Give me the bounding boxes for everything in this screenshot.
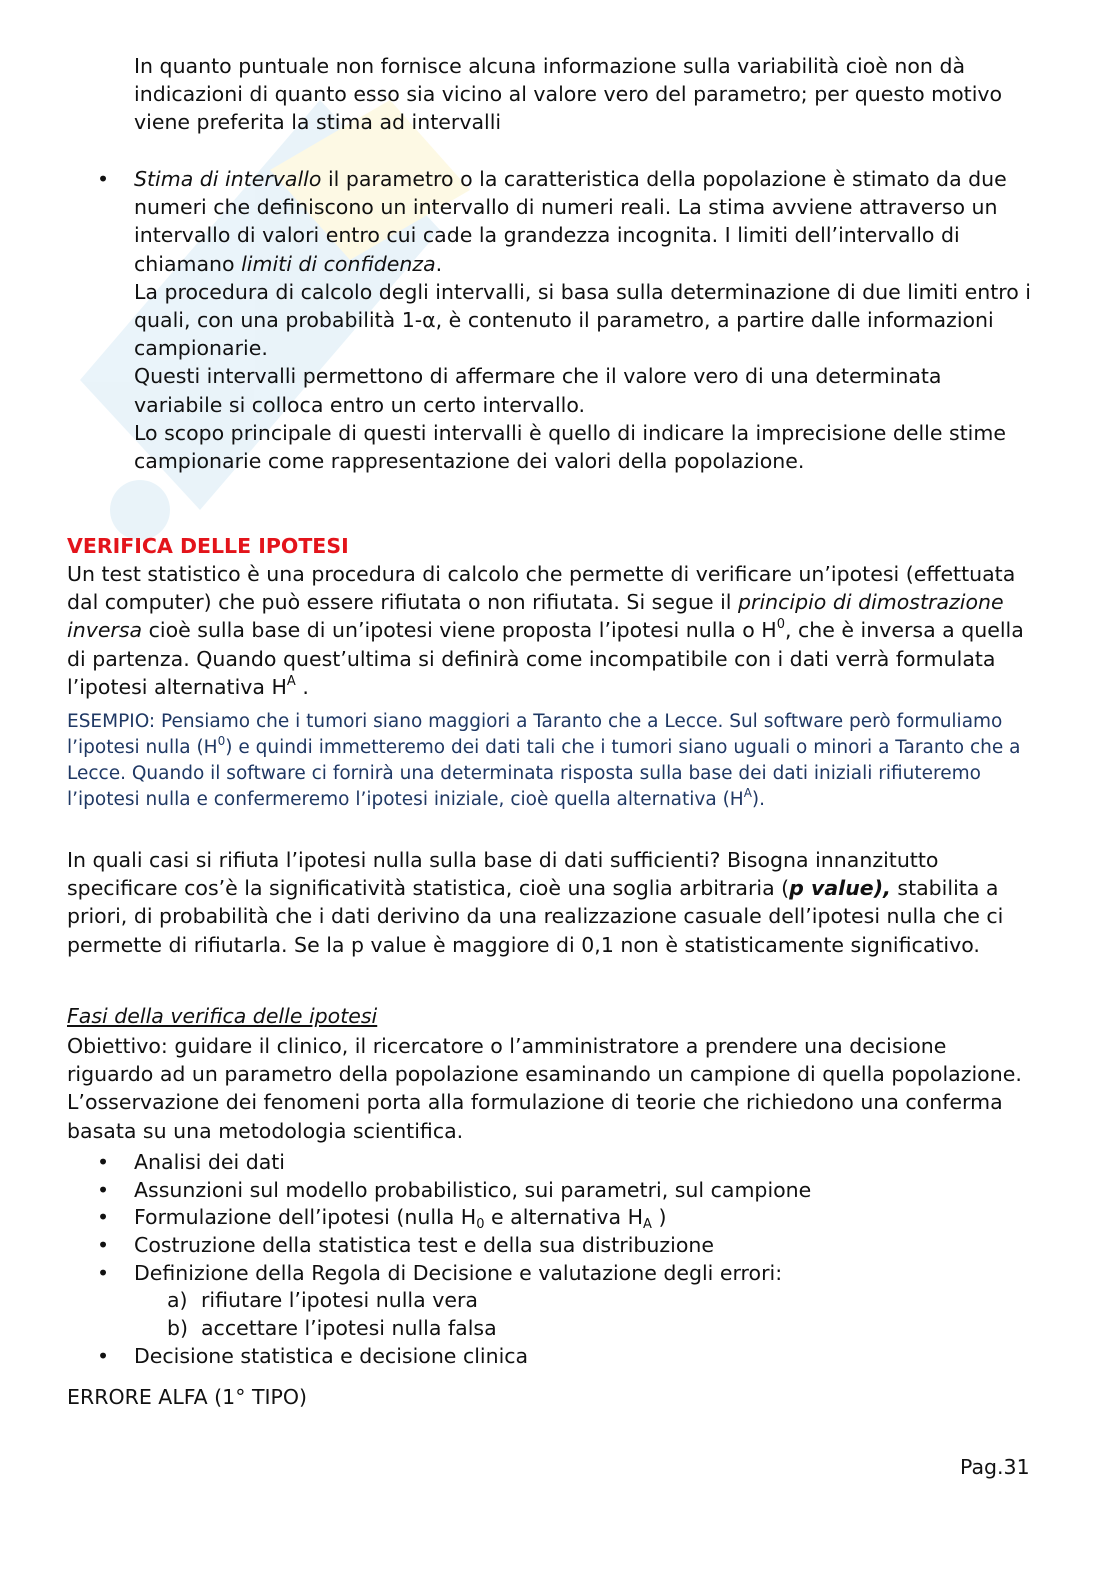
h-symbol: H: [627, 1205, 644, 1230]
bullet-icon: •: [97, 1150, 110, 1174]
list-item-text-b: e alternativa: [484, 1205, 628, 1230]
sub-item-text: accettare l’ipotesi nulla falsa: [201, 1316, 497, 1341]
example-text-b: ) e quindi immetteremo dei dati tali che i tumori siano uguali o minori a Taranto che a Lecce. Quando il software ci fornirà una determinata risposta sulla base dei dati iniziali rifiuteremo l’ipotesi nulla e confermeremo l’ipotesi iniziale, cioè quella alternativa (H: [67, 737, 1021, 810]
list-item-text: Definizione della Regola di Decisione e valutazione degli errori:: [134, 1260, 783, 1285]
stima-intervallo-definition: il parametro o la caratteristica della popolazione è stimato da due numeri che definiscono un intervallo di numeri reali. La stima avviene attraverso un intervallo di valori entro cui cade la grandezza incognita. I limiti dell’intervallo di chiamano: [134, 167, 1007, 276]
p1-text-b: cioè sulla base di un’ipotesi viene proposta l’ipotesi nulla o H: [142, 618, 777, 643]
fasi-title: Fasi della verifica delle ipotesi: [67, 1004, 378, 1028]
list-item: [67, 1259, 1037, 1287]
list-item: [67, 1148, 1037, 1176]
stima-intervallo-para4: Lo scopo principale di questi intervalli è quello di indicare la imprecisione delle stime campionarie come rappresentazione dei valori della popolazione.: [134, 420, 1006, 474]
example-superscript-0: 0: [217, 734, 226, 748]
list-item: [67, 1176, 1037, 1204]
sub-item-label: b): [167, 1316, 189, 1341]
subscript-0: 0: [476, 1217, 485, 1233]
list-item-text-c: ): [651, 1205, 667, 1230]
list-item-text: Costruzione della statistica test e della sua distribuzione: [134, 1233, 715, 1258]
test-statistico-paragraph: [67, 560, 1037, 701]
subscript-a: A: [643, 1217, 652, 1233]
stima-intervallo-para3: Questi intervalli permettono di affermare che il valore vero di una determinata variabile si colloca entro un certo intervallo.: [134, 364, 942, 417]
section-heading: VERIFICA DELLE IPOTESI: [67, 534, 349, 558]
sub-item-text: rifiutare l’ipotesi nulla vera: [201, 1288, 478, 1313]
page-number: Pag.31: [960, 1455, 1030, 1479]
errore-alfa-heading: ERRORE ALFA (1° TIPO): [67, 1385, 308, 1409]
list-item-text: Assunzioni sul modello probabilistico, sui parametri, sul campione: [134, 1177, 812, 1202]
term-stima-intervallo: Stima di intervallo: [134, 167, 322, 191]
stima-intervallo-text: [134, 165, 1034, 475]
example-text-a: ESEMPIO: Pensiamo che i tumori siano maggiori a Taranto che a Lecce. Sul software però formuliamo l’ipotesi nulla (H: [67, 711, 1003, 758]
list-item-text: Analisi dei dati: [134, 1150, 286, 1174]
example-text-c: ).: [751, 789, 766, 810]
continuation-paragraph: In quanto puntuale non fornisce alcuna informazione sulla variabilità cioè non dà indicazioni di quanto esso sia vicino al valore vero del parametro; per questo motivo viene preferita la stima ad intervalli: [134, 54, 1003, 135]
fasi-list: [67, 1148, 1037, 1370]
example-superscript-a: A: [743, 786, 752, 800]
h-symbol: H: [460, 1205, 477, 1230]
superscript-0: 0: [776, 617, 785, 633]
list-item: [67, 1342, 1037, 1370]
bullet-icon: •: [97, 1260, 110, 1285]
significativita-paragraph: [67, 846, 1037, 959]
p1-text-c: , che è inversa a quella di partenza. Quando quest’ultima si definirà come incompatibile con i dati verrà formulata l’ipotesi alternativa H: [67, 618, 1024, 699]
term-limiti-confidenza: limiti di confidenza: [241, 251, 436, 276]
term-principio-dimostrazione: principio di dimostrazione inversa: [67, 590, 1004, 643]
stima-intervallo-para2: La procedura di calcolo degli intervalli, si basa sulla determinazione di due limiti entro i quali, con una probabilità 1-α, è contenuto il parametro, a partire dalle informazioni campionarie.: [134, 279, 1031, 361]
fasi-objective: Obiettivo: guidare il clinico, il ricercatore o l’amministratore a prendere una decisione riguardo ad un parametro della popolazione esaminando un campione di quella popolazione. L’osservazione dei fenomeni porta alla formulazione di teorie che richiedono una conferma basata su una metodologia scientifica.: [67, 1034, 1022, 1143]
bullet-icon: •: [97, 1233, 110, 1258]
term-p-value: p value),: [789, 876, 891, 901]
bullet-icon: •: [97, 1343, 110, 1368]
example-paragraph: [67, 709, 1037, 813]
stima-intervallo-para1: [134, 165, 1034, 278]
period: .: [435, 251, 443, 276]
list-item-text: Decisione statistica e decisione clinica: [134, 1343, 529, 1368]
sub-list-item: [67, 1314, 1037, 1342]
p1-text-d: .: [295, 674, 309, 699]
p2-text-a: In quali casi si rifiuta l’ipotesi nulla sulla base di dati sufficienti? Bisogna innanzitutto specificare cos’è la significatività statistica, cioè una soglia arbitraria (: [67, 848, 939, 901]
bullet-icon: •: [97, 1205, 110, 1230]
bullet-icon: •: [97, 1177, 110, 1202]
list-item-text: Formulazione dell’ipotesi (nulla: [134, 1205, 461, 1230]
p2-text-b: stabilita a priori, di probabilità che i dati derivino da una realizzazione casuale dell’ipotesi nulla che ci permette di rifiutarla. Se la p value è maggiore di 0,1 non è statisticamente significativo.: [67, 876, 1004, 957]
p1-text-a: Un test statistico è una procedura di calcolo che permette di verificare un’ipotesi (effettuata dal computer) che può essere rifiutata o non rifiutata. Si segue il: [67, 562, 1016, 615]
bullet-icon: •: [97, 167, 110, 191]
sub-list-item: [67, 1286, 1037, 1314]
list-item: [67, 1203, 1037, 1231]
list-item: [67, 1231, 1037, 1259]
superscript-a: A: [286, 673, 296, 689]
sub-item-label: a): [167, 1288, 188, 1313]
